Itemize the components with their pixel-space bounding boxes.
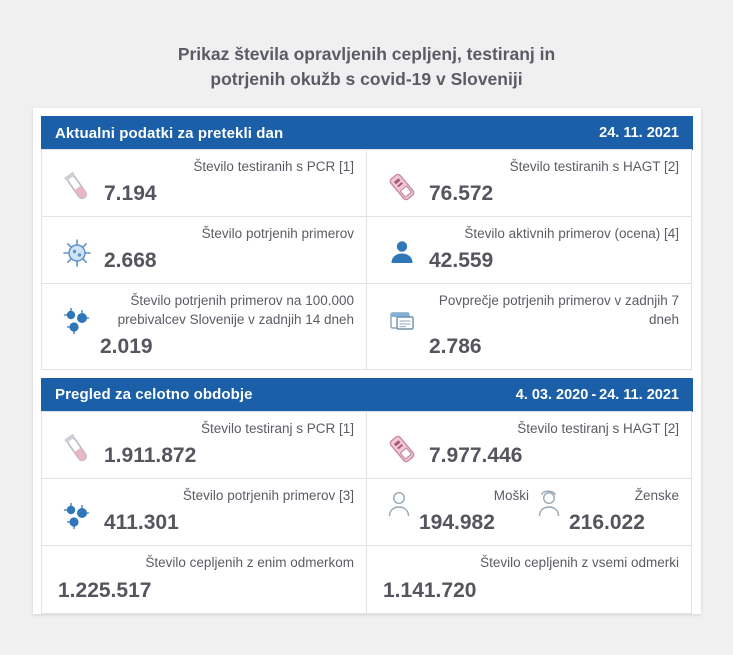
stat-cell-confirmed-daily [41,216,367,284]
stat-value: 1.225.517 [58,578,152,602]
stats-grid-daily [33,150,701,370]
section-header-daily [41,116,693,150]
section-date-total [516,387,679,403]
stat-body [425,158,679,206]
rapid-test-icon [379,158,425,204]
female-icon [529,487,569,519]
stat-body [54,554,354,602]
stats-grid-total [33,412,701,614]
stat-value: 2.668 [104,249,157,273]
gender-male-body [419,487,529,535]
section-title-total: Pregled za celotno obdobje [55,386,253,404]
gender-female-value: 216.022 [569,511,645,535]
stat-cell-active-daily [366,216,692,284]
stat-label: Povprečje potrjenih primerov v zadnjih 7 dneh [438,293,679,327]
gender-female-label: Ženske [634,488,679,504]
stat-body [425,292,679,358]
stat-cell-gender-split [366,478,692,546]
stat-label: Število potrjenih primerov [3] [182,488,354,504]
stat-label: Število testiranj s HAGT [2] [517,420,679,436]
page-title-line2: potrjenih okužb s covid-19 v Sloveniji [210,69,523,90]
page-title [57,0,677,93]
date-separator: - [591,386,597,403]
stat-value: 2.019 [100,334,153,358]
stat-cell-confirmed-total [41,478,367,546]
gender-male-value: 194.982 [419,511,495,535]
stat-value: 7.977.446 [429,444,523,468]
section-title-daily: Aktualni podatki za pretekli dan [55,124,284,142]
stat-body [100,420,354,468]
stat-body [425,225,679,273]
stat-cell-hagt-daily [366,149,692,217]
virus-group-icon [54,487,100,533]
stat-value: 1.141.720 [383,578,477,602]
stat-value: 76.572 [429,182,494,206]
date-from: 4. 03. 2020 [515,386,589,403]
stat-cell-avg-7d [366,283,692,369]
section-date-daily [599,125,679,141]
test-tube-icon [54,158,100,204]
stat-cell-pcr-daily [41,149,367,217]
stat-label: Število cepljenih z vsemi odmerki [480,555,679,571]
stat-cell-pcr-total [41,411,367,479]
page-title-line1: Prikaz števila opravljenih cepljenj, testiranj in [177,44,556,64]
stat-body [100,487,354,535]
virus-icon [54,225,100,269]
gender-female-body [569,487,679,535]
gender-male-label: Moški [493,488,529,504]
stat-value: 1.911.872 [104,444,197,468]
stat-body [379,554,679,602]
stat-label: Število testiranih s PCR [1] [193,159,354,174]
stat-label: Število aktivnih primerov (ocena) [4] [464,226,679,242]
stats-card [33,108,701,614]
rapid-test-icon [379,420,425,466]
stat-value: 7.194 [104,182,157,206]
stat-cell-hagt-total [366,411,692,479]
stat-value: 42.559 [429,249,494,273]
stat-label: Število testiranj s PCR [1] [200,420,354,436]
stat-cell-incidence-14d [41,283,367,369]
stat-value: 2.786 [429,334,482,358]
stat-value: 411.301 [104,511,179,535]
calendar-icon [379,292,425,336]
stat-label: Število potrjenih primerov [201,226,354,242]
stat-body [425,420,679,468]
stat-cell-vaccinated-full [366,545,692,613]
virus-group-icon [54,292,100,338]
stat-label: Število testiranih s HAGT [2] [509,159,679,174]
stat-cell-vaccinated-one-dose [41,545,367,613]
stat-body [100,225,354,273]
male-icon [379,487,419,519]
stat-body [100,158,354,206]
gender-male [379,487,529,535]
person-icon [379,225,425,267]
section-header-total [41,378,693,412]
gender-female [529,487,679,535]
stat-body [100,292,354,358]
gender-split [379,487,679,535]
date-to: 24. 11. 2021 [599,386,679,403]
stat-label: Število potrjenih primerov na 100.000 prebivalcev Slovenije v zadnjih 14 dneh [117,293,354,327]
test-tube-icon [54,420,100,466]
date-from: 24. 11. 2021 [599,125,679,141]
stat-label: Število cepljenih z enim odmerkom [145,555,354,571]
